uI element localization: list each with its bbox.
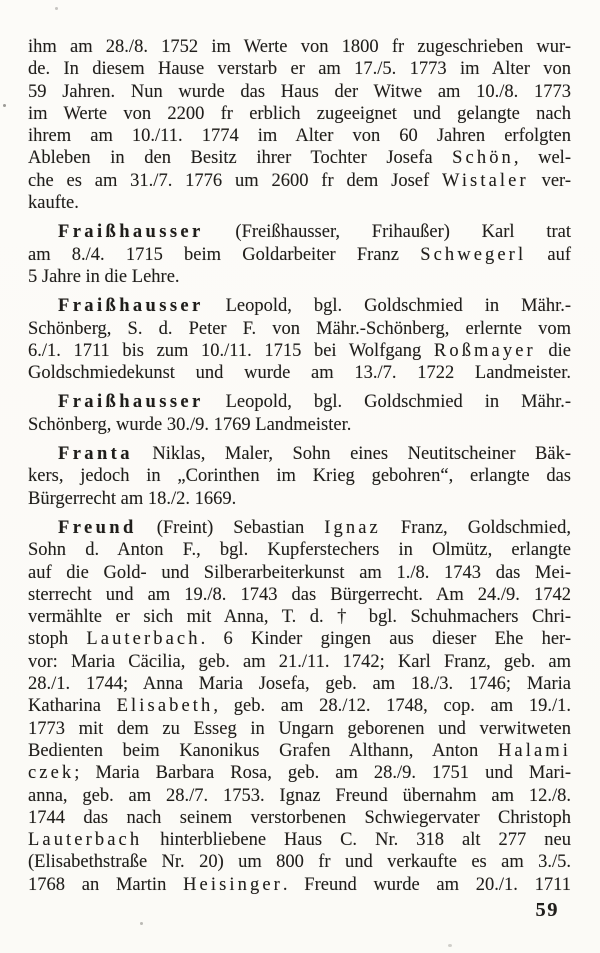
text-line bbox=[28, 584, 571, 606]
text-run: Bürgerrecht am 18./2. 1669. bbox=[28, 488, 237, 509]
text-line bbox=[28, 785, 571, 807]
page-number: 59 bbox=[535, 899, 559, 921]
entry-headword: Freund bbox=[58, 517, 137, 538]
page-text-block bbox=[28, 36, 571, 896]
entry-headword: Fraißhausser bbox=[58, 392, 204, 413]
paragraph bbox=[28, 36, 571, 214]
text-run: , geb. am 28./12. 1748, cop. am 19./1. bbox=[213, 696, 572, 717]
paragraph bbox=[28, 517, 571, 896]
text-line bbox=[28, 488, 571, 510]
text-run: 59 Jahren. Nun wurde das Haus der Witwe am 10./8. 1773 bbox=[28, 81, 571, 102]
text-run: Niklas, Maler, Sohn eines Neutitscheiner Bäk- bbox=[132, 444, 571, 465]
text-run: die bbox=[535, 340, 571, 361]
text-run: (Freißhausser, Frihaußer) Karl trat bbox=[203, 222, 571, 243]
entry-headword: Fraißhausser bbox=[58, 222, 204, 243]
paragraph bbox=[28, 443, 571, 510]
text-run: Bedienten beim Kanonikus Grafen Althann, Anton bbox=[28, 740, 498, 761]
text-run: kers, jedoch in „Corinthen im Krieg gebohren“, erlangte das bbox=[28, 466, 571, 487]
scan-artifact bbox=[140, 922, 143, 925]
letterspaced-name: Lauterbach bbox=[86, 629, 201, 650]
letterspaced-name: Wistaler bbox=[442, 170, 529, 191]
text-run: . 6 Kinder gingen aus dieser Ehe her- bbox=[200, 629, 571, 650]
text-run: 1773 mit dem zu Esseg in Ungarn geborenen und verwitweten bbox=[28, 718, 571, 739]
text-line bbox=[28, 762, 571, 784]
text-line bbox=[28, 81, 571, 103]
text-line bbox=[28, 295, 571, 317]
text-line bbox=[28, 539, 571, 561]
text-run: 28./1. 1744; Anna Maria Josefa, geb. am 18./3. 1746; Maria bbox=[28, 674, 571, 695]
paragraph bbox=[28, 391, 571, 436]
text-line bbox=[28, 829, 571, 851]
entry-headword: Franta bbox=[58, 444, 133, 465]
text-line bbox=[28, 718, 571, 740]
text-run: auf bbox=[526, 244, 571, 265]
text-run: am 8./4. 1715 beim Goldarbeiter Franz bbox=[28, 244, 421, 265]
letterspaced-name: Lauterbach bbox=[28, 830, 143, 851]
text-line bbox=[28, 362, 571, 384]
text-run: . Freund wurde am 20./1. 1711 bbox=[282, 874, 571, 895]
text-run: , wel- bbox=[513, 148, 571, 169]
text-line bbox=[28, 391, 571, 413]
text-line bbox=[28, 221, 571, 243]
text-line bbox=[28, 874, 571, 896]
text-run: (Elisabethstraße Nr. 20) um 800 fr und verkaufte es am 3./5. bbox=[28, 852, 571, 873]
text-line bbox=[28, 695, 571, 717]
text-run: Katharina bbox=[28, 696, 117, 717]
text-line bbox=[28, 414, 571, 436]
text-run: Schönberg, S. d. Peter F. von Mähr.-Schönberg, erlernte vom bbox=[28, 318, 571, 339]
text-line bbox=[28, 465, 571, 487]
text-line bbox=[28, 443, 571, 465]
text-run: anna, geb. am 28./7. 1753. Ignaz Freund übernahm am 12./8. bbox=[28, 785, 571, 806]
text-run: Leopold, bgl. Goldschmied in Mähr.- bbox=[203, 392, 571, 413]
text-run: (Freint) Sebastian bbox=[136, 517, 325, 538]
text-run: sterrecht und am 19./8. 1743 das Bürgerrecht. Am 24./9. 1742 bbox=[28, 584, 571, 605]
text-run: Franz, Goldschmied, bbox=[380, 517, 571, 538]
letterspaced-name: Elisabeth bbox=[116, 696, 214, 717]
text-run: ; Maria Barbara Rosa, geb. am 28./9. 1751 und Mari- bbox=[74, 763, 571, 784]
letterspaced-name: Schwegerl bbox=[420, 244, 527, 265]
paragraph bbox=[28, 221, 571, 288]
text-run: vor: Maria Cäcilia, geb. am 21./11. 1742; Karl Franz, geb. am bbox=[28, 651, 571, 672]
letterspaced-name: Heisinger bbox=[183, 874, 283, 895]
letterspaced-name: Roßmayer bbox=[433, 340, 536, 361]
text-line bbox=[28, 740, 571, 762]
text-run: 1744 das nach seinem verstorbenen Schwiegervater Christoph bbox=[28, 807, 571, 828]
text-run: Sohn d. Anton F., bgl. Kupferstechers in Olmütz, erlangte bbox=[28, 540, 571, 561]
text-line bbox=[28, 125, 571, 147]
letterspaced-name: czek bbox=[28, 763, 75, 784]
text-run: Schönberg, wurde 30./9. 1769 Landmeister. bbox=[28, 414, 352, 435]
text-run: auf die Gold- und Silberarbeiterkunst am 1./8. 1743 das Mei- bbox=[28, 562, 571, 583]
text-line bbox=[28, 807, 571, 829]
letterspaced-name: Schön bbox=[452, 148, 514, 169]
text-line bbox=[28, 651, 571, 673]
text-run: 6./1. 1711 bis zum 10./11. 1715 bei Wolfgang bbox=[28, 340, 434, 361]
letterspaced-name: Ignaz bbox=[324, 517, 381, 538]
text-line bbox=[28, 36, 571, 58]
text-line bbox=[28, 851, 571, 873]
text-line bbox=[28, 340, 571, 362]
text-run: ihm am 28./8. 1752 im Werte von 1800 fr zugeschrieben wur- bbox=[28, 37, 571, 57]
text-line bbox=[28, 103, 571, 125]
text-run: Leopold, bgl. Goldschmied in Mähr.- bbox=[203, 296, 571, 317]
text-line bbox=[28, 58, 571, 80]
text-run: che es am 31./7. 1776 um 2600 fr dem Josef bbox=[28, 170, 442, 191]
text-run: kaufte. bbox=[28, 193, 79, 214]
text-line bbox=[28, 266, 571, 288]
text-run: de. In diesem Hause verstarb er am 17./5. 1773 im Alter von bbox=[28, 59, 571, 80]
scan-artifact bbox=[3, 104, 6, 107]
text-line bbox=[28, 244, 571, 266]
text-line bbox=[28, 192, 571, 214]
text-line bbox=[28, 606, 571, 628]
text-line bbox=[28, 147, 571, 169]
text-line bbox=[28, 673, 571, 695]
text-line bbox=[28, 628, 571, 650]
text-line bbox=[28, 318, 571, 340]
text-line bbox=[28, 170, 571, 192]
text-run: stoph bbox=[28, 629, 87, 650]
entry-headword: Fraißhausser bbox=[58, 296, 204, 317]
text-run: hinterbliebene Haus C. Nr. 318 alt 277 neu bbox=[142, 830, 571, 851]
text-run: vermählte er sich mit Anna, T. d. † bgl. Schuhmachers Chri- bbox=[28, 607, 571, 628]
text-run: 1768 an Martin bbox=[28, 874, 184, 895]
scan-artifact bbox=[448, 944, 452, 947]
text-line bbox=[28, 517, 571, 539]
text-run: ver- bbox=[528, 170, 571, 191]
text-run: im Werte von 2200 fr erblich zugeeignet und gelangte nach bbox=[28, 103, 571, 124]
text-run: 5 Jahre in die Lehre. bbox=[28, 266, 180, 287]
text-line bbox=[28, 562, 571, 584]
text-run: Goldschmiedekunst und wurde am 13./7. 1722 Landmeister. bbox=[28, 363, 571, 384]
letterspaced-name: Halami bbox=[497, 740, 571, 761]
text-run: ihrem am 10./11. 1774 im Alter von 60 Jahren erfolgten bbox=[28, 126, 571, 147]
paragraph bbox=[28, 295, 571, 384]
scan-artifact bbox=[55, 7, 58, 10]
text-run: Ableben in den Besitz ihrer Tochter Josefa bbox=[28, 148, 453, 169]
